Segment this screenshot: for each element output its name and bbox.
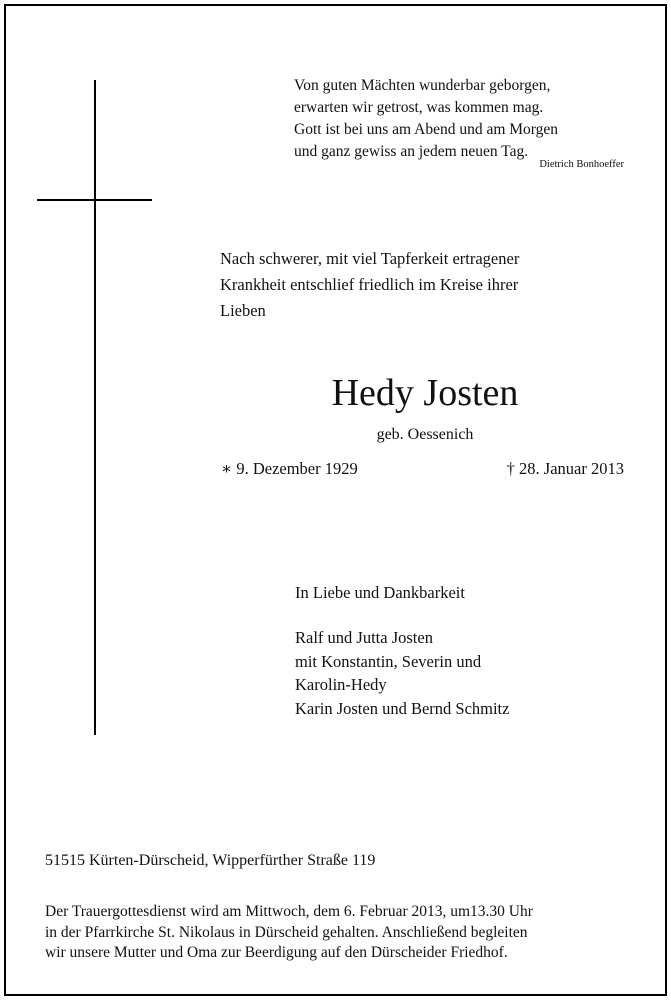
birth-date: ∗ 9. Dezember 1929 [221, 459, 358, 478]
deceased-name: Hedy Josten [331, 372, 519, 414]
service-line: Der Trauergottesdienst wird am Mittwoch, dem 6. Februar 2013, um13.30 Uhr [45, 903, 533, 920]
intro-line: Nach schwerer, mit viel Tapferkeit ertragener [220, 249, 520, 268]
poem-author: Dietrich Bonhoeffer [539, 159, 624, 170]
maiden-name: geb. Oessenich [376, 426, 474, 443]
poem-line: erwarten wir getrost, was kommen mag. [294, 99, 544, 116]
cross-icon [94, 80, 96, 735]
mourner-line: Karolin-Hedy [295, 675, 387, 694]
mourner-line: Karin Josten und Bernd Schmitz [295, 698, 510, 718]
poem-quote [294, 75, 634, 163]
address: 51515 Kürten-Dürscheid, Wipperfürther Straße 119 [45, 852, 376, 869]
mourner-line: Ralf und Jutta Josten [295, 628, 433, 647]
intro-line: Lieben [220, 301, 266, 320]
mourner-line: mit Konstantin, Severin und [295, 651, 482, 671]
poem-line: Gott ist bei uns am Abend und am Morgen [294, 121, 559, 138]
poem-line: Von guten Mächten wunderbar geborgen, [294, 77, 551, 94]
service-info [45, 902, 645, 964]
death-date: † 28. Januar 2013 [506, 459, 624, 478]
intro-text [220, 246, 630, 324]
service-line: wir unsere Mutter und Oma zur Beerdigung auf den Dürscheider Friedhof. [45, 944, 508, 961]
thanks-line: In Liebe und Dankbarkeit [295, 583, 465, 602]
service-line: in der Pfarrkirche St. Nikolaus in Dürscheid gehalten. Anschließend begleiten [45, 923, 528, 941]
intro-line: Krankheit entschlief friedlich im Kreise ihrer [220, 275, 519, 294]
poem-line: und ganz gewiss an jedem neuen Tag. [294, 143, 529, 160]
cross-icon-bar [37, 199, 152, 201]
mourners-list [295, 626, 635, 720]
